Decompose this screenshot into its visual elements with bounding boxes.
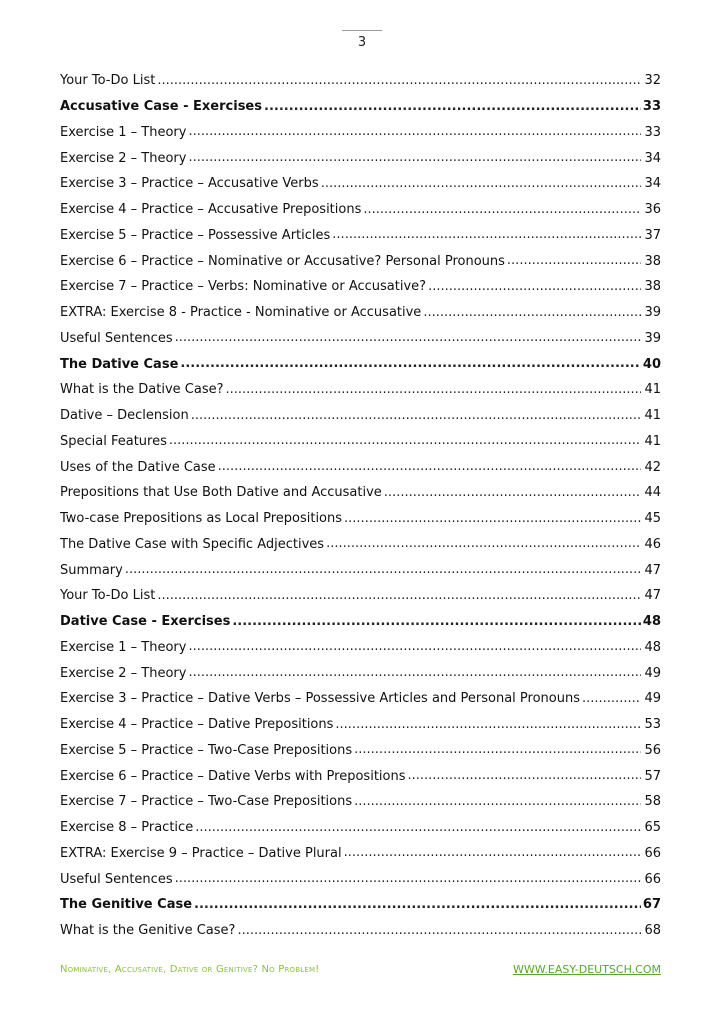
toc-entry-page: 49 bbox=[644, 691, 661, 707]
toc-entry-page: 33 bbox=[642, 99, 661, 115]
toc-entry[interactable] bbox=[60, 120, 661, 146]
toc-entry[interactable] bbox=[60, 918, 661, 944]
toc-entry-page: 33 bbox=[644, 124, 661, 140]
page-header bbox=[0, 30, 724, 50]
dot-leader bbox=[157, 74, 641, 88]
toc-entry-page: 46 bbox=[644, 536, 661, 552]
toc-entry[interactable] bbox=[60, 660, 661, 686]
dot-leader bbox=[195, 821, 641, 835]
toc-entry-page: 41 bbox=[644, 382, 661, 398]
page-number: 3 bbox=[357, 35, 367, 50]
toc-entry-title: Dative Case - Exercises bbox=[60, 614, 231, 630]
toc-entry-title: The Dative Case bbox=[60, 356, 179, 372]
toc-entry-title: The Genitive Case bbox=[60, 897, 193, 913]
toc-entry-title: Useful Sentences bbox=[60, 871, 173, 887]
toc-entry-title: Exercise 4 – Practice – Accusative Prepositions bbox=[60, 202, 362, 218]
toc-entry[interactable] bbox=[60, 454, 661, 480]
dot-leader bbox=[188, 640, 641, 654]
toc-entry[interactable] bbox=[60, 815, 661, 841]
toc-entry-page: 56 bbox=[644, 742, 661, 758]
toc-section-heading[interactable] bbox=[60, 351, 661, 377]
toc-entry[interactable] bbox=[60, 300, 661, 326]
toc-entry-title: EXTRA: Exercise 8 - Practice - Nominative or Accusative bbox=[60, 305, 422, 321]
dot-leader bbox=[125, 563, 641, 577]
toc-entry[interactable] bbox=[60, 712, 661, 738]
toc-entry-page: 44 bbox=[644, 485, 661, 501]
toc-entry-title: Exercise 5 – Practice – Two-Case Prepositions bbox=[60, 742, 353, 758]
toc-entry[interactable] bbox=[60, 403, 661, 429]
dot-leader bbox=[237, 924, 641, 938]
dot-leader bbox=[180, 357, 641, 371]
toc-section-heading[interactable] bbox=[60, 609, 661, 635]
toc-entry[interactable] bbox=[60, 866, 661, 892]
toc-entry-page: 58 bbox=[644, 794, 661, 810]
toc-entry-page: 32 bbox=[644, 73, 661, 89]
toc-entry[interactable] bbox=[60, 789, 661, 815]
toc-entry-title: Dative – Declension bbox=[60, 408, 189, 424]
toc-entry[interactable] bbox=[60, 326, 661, 352]
dot-leader bbox=[326, 537, 641, 551]
toc-entry[interactable] bbox=[60, 635, 661, 661]
dot-leader bbox=[188, 125, 641, 139]
toc-entry[interactable] bbox=[60, 145, 661, 171]
dot-leader bbox=[507, 254, 641, 268]
dot-leader bbox=[194, 898, 641, 912]
toc-entry[interactable] bbox=[60, 738, 661, 764]
dot-leader bbox=[191, 409, 641, 423]
toc-entry-page: 45 bbox=[644, 511, 661, 527]
toc-entry-page: 42 bbox=[644, 459, 661, 475]
toc-entry-page: 65 bbox=[644, 820, 661, 836]
toc-entry[interactable] bbox=[60, 274, 661, 300]
toc-entry-page: 41 bbox=[644, 433, 661, 449]
toc-section-heading[interactable] bbox=[60, 892, 661, 918]
dot-leader bbox=[428, 280, 641, 294]
toc-entry[interactable] bbox=[60, 506, 661, 532]
toc-entry-title: Two-case Prepositions as Local Prepositions bbox=[60, 511, 343, 527]
toc-entry-page: 66 bbox=[644, 845, 661, 861]
toc-entry-title: Useful Sentences bbox=[60, 330, 173, 346]
toc-entry[interactable] bbox=[60, 248, 661, 274]
toc-entry-title: EXTRA: Exercise 9 – Practice – Dative Plural bbox=[60, 845, 342, 861]
toc-section-heading[interactable] bbox=[60, 94, 661, 120]
toc-entry[interactable] bbox=[60, 557, 661, 583]
toc-entry-title: Exercise 1 – Theory bbox=[60, 124, 187, 140]
dot-leader bbox=[354, 743, 641, 757]
toc-entry[interactable] bbox=[60, 841, 661, 867]
table-of-contents bbox=[60, 68, 661, 944]
toc-entry-title: Exercise 3 – Practice – Accusative Verbs bbox=[60, 176, 319, 192]
toc-entry-page: 39 bbox=[644, 330, 661, 346]
toc-entry-page: 38 bbox=[644, 279, 661, 295]
toc-entry[interactable] bbox=[60, 583, 661, 609]
footer-title: Nominative, Accusative, Dative or Genitive? No Problem! bbox=[60, 964, 320, 975]
toc-entry-title: Exercise 2 – Theory bbox=[60, 665, 187, 681]
toc-entry-title: Uses of the Dative Case bbox=[60, 459, 216, 475]
toc-entry-title: Exercise 1 – Theory bbox=[60, 639, 187, 655]
toc-entry-title: Exercise 2 – Theory bbox=[60, 150, 187, 166]
toc-entry-title: Exercise 3 – Practice – Dative Verbs – Possessive Articles and Personal Pronouns bbox=[60, 691, 580, 707]
toc-entry-title: Exercise 8 – Practice bbox=[60, 820, 194, 836]
toc-entry-title: Your To-Do List bbox=[60, 588, 156, 604]
page-footer bbox=[60, 963, 661, 976]
dot-leader bbox=[363, 203, 641, 217]
toc-entry-title: Exercise 7 – Practice – Verbs: Nominative or Accusative? bbox=[60, 279, 427, 295]
dot-leader bbox=[226, 383, 642, 397]
toc-entry[interactable] bbox=[60, 223, 661, 249]
dot-leader bbox=[423, 306, 641, 320]
footer-website-link[interactable]: WWW.EASY-DEUTSCH.COM bbox=[513, 963, 661, 976]
toc-entry-title: What is the Dative Case? bbox=[60, 382, 224, 398]
toc-entry[interactable] bbox=[60, 68, 661, 94]
toc-entry-page: 48 bbox=[644, 639, 661, 655]
dot-leader bbox=[218, 460, 641, 474]
toc-entry-page: 53 bbox=[644, 717, 661, 733]
toc-entry[interactable] bbox=[60, 197, 661, 223]
toc-entry-page: 34 bbox=[644, 150, 661, 166]
toc-entry-page: 47 bbox=[644, 562, 661, 578]
dot-leader bbox=[321, 177, 641, 191]
toc-entry-title: Exercise 4 – Practice – Dative Prepositions bbox=[60, 717, 334, 733]
toc-entry-page: 34 bbox=[644, 176, 661, 192]
toc-entry-title: Summary bbox=[60, 562, 123, 578]
toc-entry-page: 41 bbox=[644, 408, 661, 424]
toc-entry-page: 49 bbox=[644, 665, 661, 681]
toc-entry[interactable] bbox=[60, 686, 661, 712]
toc-entry[interactable] bbox=[60, 763, 661, 789]
toc-entry-title: Special Features bbox=[60, 433, 167, 449]
dot-leader bbox=[169, 434, 641, 448]
toc-entry-title: Exercise 6 – Practice – Dative Verbs with Prepositions bbox=[60, 768, 406, 784]
dot-leader bbox=[384, 486, 641, 500]
toc-entry-page: 36 bbox=[644, 202, 661, 218]
dot-leader bbox=[335, 718, 641, 732]
toc-entry-page: 39 bbox=[644, 305, 661, 321]
toc-entry-title: Exercise 5 – Practice – Possessive Articles bbox=[60, 227, 331, 243]
toc-entry[interactable] bbox=[60, 429, 661, 455]
dot-leader bbox=[344, 846, 641, 860]
toc-entry-title: Prepositions that Use Both Dative and Accusative bbox=[60, 485, 382, 501]
toc-entry-title: Exercise 6 – Practice – Nominative or Accusative? Personal Pronouns bbox=[60, 253, 505, 269]
toc-entry[interactable] bbox=[60, 480, 661, 506]
dot-leader bbox=[264, 100, 641, 114]
toc-entry-page: 37 bbox=[644, 227, 661, 243]
toc-entry-page: 66 bbox=[644, 871, 661, 887]
toc-entry-page: 47 bbox=[644, 588, 661, 604]
toc-entry-title: Accusative Case - Exercises bbox=[60, 99, 262, 115]
toc-entry[interactable] bbox=[60, 377, 661, 403]
toc-entry-title: The Dative Case with Specific Adjectives bbox=[60, 536, 325, 552]
dot-leader bbox=[232, 615, 641, 629]
toc-entry-page: 57 bbox=[644, 768, 661, 784]
dot-leader bbox=[175, 872, 641, 886]
toc-entry[interactable] bbox=[60, 532, 661, 558]
dot-leader bbox=[582, 692, 641, 706]
dot-leader bbox=[188, 666, 641, 680]
dot-leader bbox=[332, 228, 641, 242]
dot-leader bbox=[157, 589, 641, 603]
toc-entry-title: What is the Genitive Case? bbox=[60, 923, 236, 939]
dot-leader bbox=[188, 151, 641, 165]
toc-entry[interactable] bbox=[60, 171, 661, 197]
toc-entry-page: 68 bbox=[644, 923, 661, 939]
toc-entry-title: Exercise 7 – Practice – Two-Case Prepositions bbox=[60, 794, 353, 810]
toc-entry-page: 48 bbox=[642, 614, 661, 630]
dot-leader bbox=[344, 512, 641, 526]
toc-entry-page: 38 bbox=[644, 253, 661, 269]
toc-entry-title: Your To-Do List bbox=[60, 73, 156, 89]
dot-leader bbox=[408, 769, 642, 783]
toc-entry-page: 40 bbox=[642, 356, 661, 372]
header-rule bbox=[342, 30, 382, 31]
dot-leader bbox=[175, 331, 641, 345]
toc-entry-page: 67 bbox=[642, 897, 661, 913]
dot-leader bbox=[354, 795, 641, 809]
